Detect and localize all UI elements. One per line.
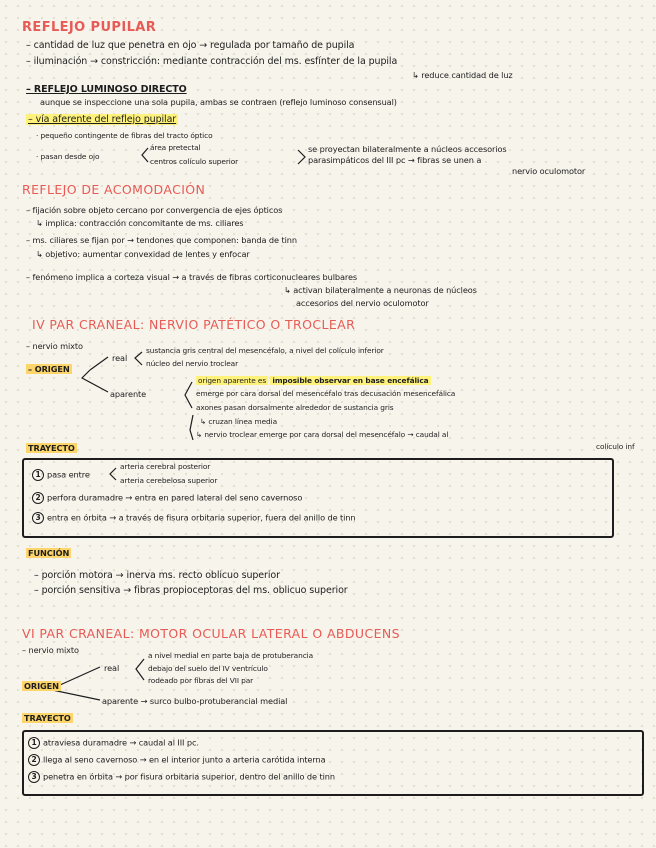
troclear-aparente-3: axones pasan dorsalmente alrededor de sustancia gris <box>196 403 394 412</box>
pupilar-line-6b: área pretectal <box>150 143 201 152</box>
troclear-aparente-label: aparente <box>110 389 147 399</box>
pupilar-line-2b: ↳ reduce cantidad de luz <box>412 70 513 80</box>
troclear-trayecto-1c: arteria cerebelosa superior <box>120 476 218 485</box>
troclear-trayecto-3: 3 entra en órbita → a través de fisura orbitaria superior, fuera del anillo de tinn <box>32 512 356 524</box>
reflejo-acomodacion-title: REFLEJO DE ACOMODACIÓN <box>22 182 206 197</box>
troclear-aparente-4: ↳ cruzan línea media <box>200 417 278 426</box>
abducens-trayecto-label: TRAYECTO <box>24 713 71 723</box>
acomodacion-line-2: – ms. ciliares se fijan por → tendones que componen: banda de tinn <box>26 235 297 245</box>
pupilar-line-1: – cantidad de luz que penetra en ojo → regulada por tamaño de pupila <box>26 40 355 51</box>
abducens-real-3: rodeado por fibras del VII par <box>148 676 254 685</box>
acomodacion-line-3b: ↳ activan bilateralmente a neuronas de núcleos <box>284 285 477 295</box>
troclear-aparente-5: ↳ nervio troclear emerge por cara dorsal del mesencéfalo → caudal al <box>196 430 449 439</box>
abducens-title: VI PAR CRANEAL: MOTOR OCULAR LATERAL O ABDUCENS <box>22 626 400 641</box>
pupilar-line-5: · pequeño contingente de fibras del tracto óptico <box>36 131 213 140</box>
troclear-trayecto-label: TRAYECTO <box>28 443 75 453</box>
via-aferente: – vía aferente del reflejo pupilar <box>28 114 177 125</box>
abducens-trayecto-1: 1 atraviesa duramadre → caudal al III pc. <box>28 737 199 749</box>
pupilar-line-3b: aunque se inspeccione una sola pupila, ambas se contraen (reflejo luminoso consensual) <box>40 97 397 107</box>
number-circle-2: 2 <box>28 754 40 766</box>
acomodacion-line-3c: accesorios del nervio oculomotor <box>296 298 429 308</box>
pupilar-line-6e: parasimpáticos del III pc → fibras se unen a <box>308 155 482 165</box>
troclear-real-1: sustancia gris central del mesencéfalo, a nivel del colículo inferior <box>146 346 384 355</box>
acomodacion-line-1b: ↳ implica: contracción concomitante de ms. ciliares <box>36 218 244 228</box>
pupilar-line-6f: nervio oculomotor <box>512 166 586 176</box>
reflejo-pupilar-title: REFLEJO PUPILAR <box>22 20 157 35</box>
pupilar-line-6a: · pasan desde ojo <box>36 152 100 161</box>
troclear-mixto: – nervio mixto <box>26 341 83 351</box>
pupilar-line-6c: centros colículo superior <box>150 157 239 166</box>
abducens-trayecto-3: 3 penetra en órbita → por fisura orbitaria superior, dentro del anillo de tinn <box>28 771 335 783</box>
pupilar-line-2: – iluminación → constricción: mediante contracción del ms. esfínter de la pupila <box>26 56 398 67</box>
troclear-funcion-2: – porción sensitiva → fibras propioceptoras del ms. oblicuo superior <box>34 585 348 596</box>
troclear-title: IV PAR CRANEAL: NERVIO PATÉTICO O TROCLEAR <box>32 317 356 332</box>
number-circle-3: 3 <box>32 512 44 524</box>
abducens-aparente: aparente → surco bulbo-protuberancial medial <box>102 696 288 706</box>
troclear-funcion-label: FUNCIÓN <box>28 548 70 558</box>
abducens-real-label: real <box>104 663 120 673</box>
abducens-origen: ORIGEN <box>24 681 59 691</box>
reflejo-luminoso-directo: – REFLEJO LUMINOSO DIRECTO <box>26 84 187 95</box>
abducens-real-2: debajo del suelo del IV ventrículo <box>148 664 268 673</box>
number-circle-1: 1 <box>28 737 40 749</box>
troclear-trayecto-2: 2 perfora duramadre → entra en pared lateral del seno cavernoso <box>32 492 302 504</box>
pupilar-line-6d: se proyectan bilateralmente a núcleos accesorios <box>308 144 507 154</box>
troclear-aparente-2: emerge por cara dorsal del mesencéfalo tras decusación mesencefálica <box>196 389 456 398</box>
troclear-aparente-5b: colículo inf <box>596 442 635 451</box>
number-circle-2: 2 <box>32 492 44 504</box>
acomodacion-line-1: – fijación sobre objeto cercano por convergencia de ejes ópticos <box>26 205 283 215</box>
troclear-real-2: núcleo del nervio troclear <box>146 359 239 368</box>
troclear-real-label: real <box>112 353 128 363</box>
abducens-trayecto-2: 2 llega al seno cavernoso → en el interior junto a arteria carótida interna <box>28 754 325 766</box>
troclear-trayecto-1b: arteria cerebral posterior <box>120 462 211 471</box>
abducens-real-1: a nivel medial en parte baja de protuberancia <box>148 651 314 660</box>
number-circle-1: 1 <box>32 469 44 481</box>
abducens-mixto: – nervio mixto <box>22 645 79 655</box>
troclear-funcion-1: – porción motora → inerva ms. recto oblicuo superior <box>34 570 280 581</box>
troclear-aparente-1: origen aparente es imposible observar en base encefálica <box>198 376 429 385</box>
troclear-trayecto-1: 1 pasa entre <box>32 469 90 481</box>
troclear-origen: – ORIGEN <box>28 364 70 374</box>
acomodacion-line-3: – fenómeno implica a corteza visual → a través de fibras corticonucleares bulbares <box>26 272 358 282</box>
acomodacion-line-2b: ↳ objetivo: aumentar convexidad de lentes y enfocar <box>36 249 250 259</box>
number-circle-3: 3 <box>28 771 40 783</box>
